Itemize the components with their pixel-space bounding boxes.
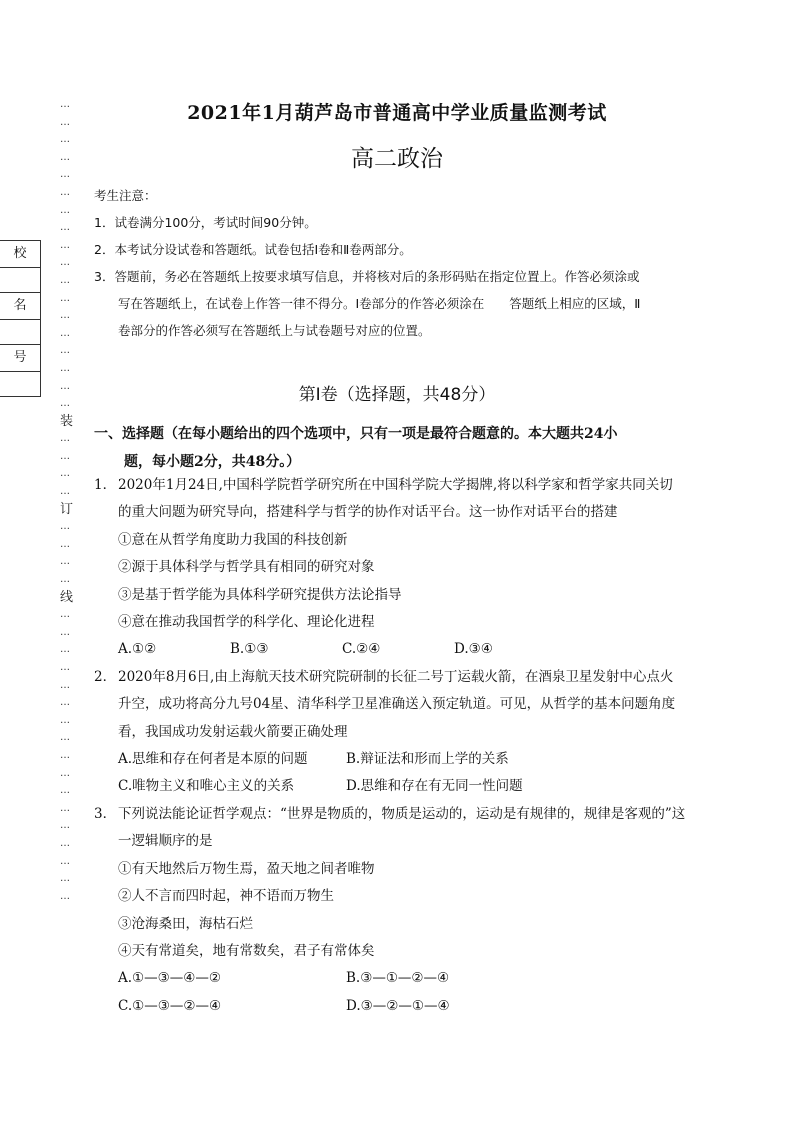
dot-row: … (60, 644, 70, 656)
dot-row: … (60, 327, 70, 339)
question-item: ②人不言而四时起，神不语而万物生 (118, 888, 334, 905)
option-c[interactable]: C.②④ (342, 641, 381, 658)
question-item: ④天有常道矣，地有常数矣，君子有常体矣 (118, 942, 375, 959)
dot-row: … (60, 574, 70, 586)
dot-row: … (60, 239, 70, 251)
dot-row: … (60, 486, 70, 498)
section-heading-line: 一、选择题（在每小题给出的四个选项中，只有一项是最符合题意的。本大题共24小 (94, 426, 618, 442)
dot-row: … (60, 820, 70, 832)
dot-row: … (60, 186, 70, 198)
dot-row: … (60, 855, 70, 867)
option-d[interactable]: D.③—②—①—④ (346, 997, 450, 1014)
option-a[interactable]: A.①② (118, 641, 157, 658)
question-3-options-row (94, 965, 714, 992)
notice-item: 1．试卷满分100分，考试时间90分钟。 (94, 215, 317, 230)
dot-row: … (60, 873, 70, 885)
number-field-label: 号 (0, 345, 40, 372)
dot-row: … (60, 556, 70, 568)
question-item: ①有天地然后万物生焉，盈天地之间者唯物 (118, 860, 375, 877)
dot-row: … (60, 99, 70, 110)
notice-item-continued: 写在答题纸上，在试卷上作答一律不得分。Ⅰ卷部分的作答必须涂在 答题纸上相应的区域，Ⅱ (118, 296, 641, 311)
candidate-notice (94, 182, 714, 344)
dot-row: … (60, 679, 70, 691)
dot-row: … (60, 134, 70, 146)
question-item: ③是基于哲学能为具体科学研究提供方法论指导 (118, 586, 402, 603)
dot-row: … (60, 697, 70, 709)
dot-row: … (60, 151, 70, 163)
option-d[interactable]: D.思维和存在有无同一性问题 (346, 778, 523, 795)
dot-row: … (60, 662, 70, 673)
question-text: 下列说法能论证哲学观点：“世界是物质的，物质是运动的，运动是有规律的，规律是客观的”这 (118, 805, 686, 822)
dot-row: … (60, 802, 70, 814)
option-c[interactable]: C.①—③—②—④ (118, 997, 222, 1014)
question-item: ②源于具体科学与哲学具有相同的研究对象 (118, 559, 375, 576)
dot-row: … (60, 767, 70, 779)
dot-row: … (60, 450, 70, 462)
notice-heading: 考生注意： (94, 188, 157, 203)
notice-item: 3．答题前，务必在答题纸上按要求填写信息，并将核对后的条形码贴在指定位置上。作答必须涂或 (94, 269, 640, 284)
dot-row: … (60, 749, 70, 761)
part-one-title: 第Ⅰ卷（选择题，共48分） (298, 385, 496, 405)
question-number: 2． (94, 668, 117, 685)
binding-mark-zhuang: 装 (60, 413, 74, 429)
dot-row: … (60, 116, 70, 128)
dot-row: … (60, 732, 70, 744)
dot-row: … (60, 626, 70, 638)
dot-row: … (60, 538, 70, 550)
dot-row: … (60, 169, 70, 181)
question-text-line: 看，我国成功发射运载火箭要正确处理 (118, 723, 348, 740)
question-3-stem (94, 801, 714, 828)
dot-row: … (60, 310, 70, 322)
option-a[interactable]: A.思维和存在何者是本原的问题 (118, 751, 308, 768)
dot-row: … (60, 380, 70, 392)
section-one-heading (94, 420, 714, 476)
question-1-stem (94, 472, 714, 499)
dot-row: … (60, 257, 70, 269)
dot-row: … (60, 204, 70, 216)
question-item: ①意在从哲学角度助力我国的科技创新 (118, 531, 348, 548)
question-text-line: 升空，成功将高分九号04星、清华科学卫星准确送入预定轨道。可见，从哲学的基本问题角度 (118, 696, 676, 713)
dot-row: … (60, 274, 70, 286)
dot-row: … (60, 398, 70, 410)
school-field-label: 校 (0, 241, 40, 268)
option-a[interactable]: A.①—③—④—② (118, 970, 221, 987)
binding-mark-ding: 订 (60, 501, 74, 517)
question-item: ④意在推动我国哲学的科学化、理论化进程 (118, 614, 375, 631)
question-3-options-row (94, 993, 714, 1020)
notice-item: 2．本考试分设试卷和答题纸。试卷包括Ⅰ卷和Ⅱ卷两部分。 (94, 242, 412, 257)
dot-row: … (60, 521, 70, 533)
option-b[interactable]: B.辩证法和形而上学的关系 (346, 751, 509, 768)
dot-row: … (60, 345, 70, 357)
binding-margin (60, 96, 78, 905)
question-number: 3． (94, 805, 117, 822)
question-text-line: 的重大问题为研究导向，搭建科学与哲学的协作对话平台。这一协作对话平台的搭建 (118, 504, 618, 521)
name-field-blank[interactable] (0, 320, 40, 345)
section-heading-line: 题，每小题2分，共48分。） (124, 454, 301, 470)
exam-title: 2021年1月葫芦岛市普通高中学业质量监测考试 (187, 102, 607, 124)
option-b[interactable]: B.①③ (230, 641, 269, 658)
dot-row: … (60, 714, 70, 726)
dot-row: … (60, 362, 70, 374)
dot-row: … (60, 890, 70, 902)
question-text-line: 一逻辑顺序的是 (118, 833, 213, 850)
question-2-options-row (94, 746, 714, 773)
question-text: 2020年1月24日,中国科学院哲学研究所在中国科学院大学揭牌,将以科学家和哲学家共同关切 (118, 477, 673, 493)
dot-row: … (60, 468, 70, 480)
name-field-label: 名 (0, 293, 40, 320)
dot-row: … (60, 785, 70, 797)
dot-row: … (60, 837, 70, 849)
dot-row: … (60, 609, 70, 621)
school-field-blank[interactable] (0, 268, 40, 293)
exam-subtitle: 高二政治 (351, 146, 443, 172)
option-b[interactable]: B.③—①—②—④ (346, 970, 450, 987)
question-text: 2020年8月6日,由上海航天技术研究院研制的长征二号丁运载火箭，在酒泉卫星发射中心点火 (118, 668, 674, 685)
dot-row: … (60, 222, 70, 234)
binding-mark-xian: 线 (60, 589, 74, 605)
question-number: 1． (94, 477, 117, 493)
question-item: ③沧海桑田，海枯石烂 (118, 915, 253, 932)
student-info-box (0, 240, 41, 397)
dot-row: … (60, 433, 70, 445)
question-2-options-row (94, 773, 714, 800)
option-c[interactable]: C.唯物主义和唯心主义的关系 (118, 778, 295, 795)
notice-item-continued: 卷部分的作答必须写在答题纸上与试卷题号对应的位置。 (118, 323, 431, 338)
question-2-stem (94, 664, 714, 691)
dot-row: … (60, 292, 70, 304)
question-list (94, 472, 714, 1020)
option-d[interactable]: D.③④ (454, 641, 493, 658)
question-1-options (94, 636, 714, 663)
